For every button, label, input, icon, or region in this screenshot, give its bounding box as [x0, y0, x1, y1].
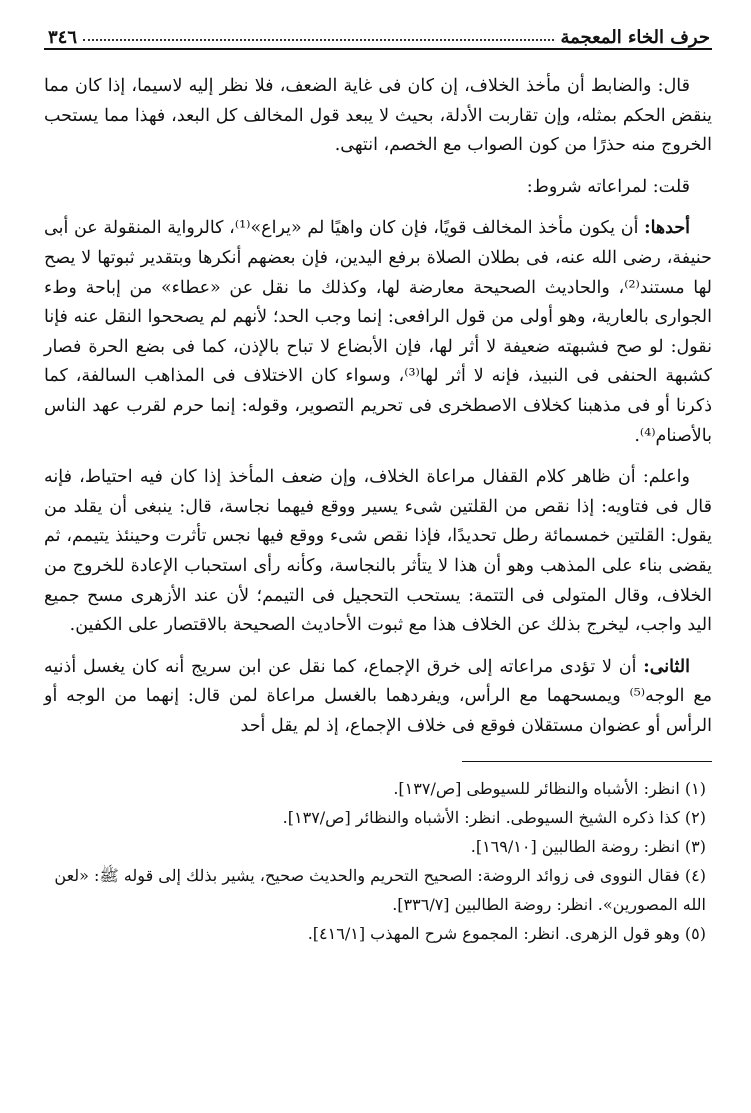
paragraph: [44, 214, 712, 451]
footnote: (٣) انظر: روضة الطالبين [١٦٩/١٠].: [470, 837, 706, 857]
paragraph: [44, 173, 712, 203]
paragraph-lead: أحدها:: [644, 218, 690, 239]
paragraph: [44, 653, 712, 742]
paragraph: [44, 463, 712, 641]
paragraph-lead: الثانى:: [643, 656, 690, 677]
paragraph-text: أن يكون مأخذ المخالف قويًا، فإن كان واهيًا لم «يراع»⁽¹⁾، كالرواية المنقولة عن أبى حنيفة، رضى الله عنه، فى بطلان الصلاة برفع اليدين، فإن بعضهم أنكرها وبتقدير ثبوتها لا يصح لها مستند⁽²⁾، والحاديث الصحيحة معارضة لها، وكذلك ما نقل عن «عطاء» من إباحة وطء الجوارى بالعارية، وهو أولى من قول الرافعى: إنما وجب الحد؛ لأنهم لم يصححوا النقل عنه فإنا نقول: لو صح فشبهته ضعيفة لا أثر لها، فإن الأبضاع لا تباح بالإذن، كما فى بضع الحرة فصار كشبهة الحنفى فى النبيذ، فإنه لا أثر لها⁽³⁾، وسواء كان الاختلاف فى المذاهب السالفة، كما ذكرنا أو فى مذهبنا كخلاف الاصطخرى فى تحريم التصوير، وقوله: إنما حرم لقرب عهد الناس بالأصنام⁽⁴⁾.: [44, 218, 713, 446]
footnote: (٢) كذا ذكره الشيخ السيوطى. انظر: الأشباه والنظائر [ص/١٣٧].: [282, 808, 706, 828]
footnote: (٥) وهو قول الزهرى. انظر: المجموع شرح المهذب [٤١٦/١].: [307, 924, 706, 944]
footnote: (١) انظر: الأشباه والنظائر للسيوطى [ص/١٣٧].: [393, 779, 706, 799]
running-header: [44, 14, 712, 50]
footnote-separator: [462, 761, 712, 762]
book-page: [44, 14, 712, 1104]
footnote: (٤) فقال النووى فى زوائد الروضة: الصحيح التحريم والحديث صحيح، يشير بذلك إلى قوله ﷺ: «لعن الله المصورين». انظر: روضة الطالبين [٣٣٦/٧].: [54, 866, 706, 915]
main-text: [44, 72, 712, 741]
paragraph-text: قال: والضابط أن مأخذ الخلاف، إن كان فى غاية الضعف، فلا نظر إليه لاسيما، إذا كان مما ينقض الحكم بمثله، وإن تقاربت الأدلة، بحيث لا يبعد قول المخالف كل البعد، فهذا مما يستحب الخروج منه حذرًا من كون الصواب مع الخصم، انتهى.: [44, 76, 712, 156]
paragraph-text: قلت: لمراعاته شروط:: [526, 176, 690, 197]
paragraph: [44, 72, 712, 161]
footnotes: [44, 774, 712, 948]
paragraph-text: أن لا تؤدى مراعاته إلى خرق الإجماع، كما نقل عن ابن سريج أنه كان يغسل أذنيه مع الوجه⁽⁵⁾ ويمسحهما مع الرأس، ويفردهما بالغسل مراعاة لمن قال: إنهما من الوجه أو الرأس أو عضوان مستقلان فوقع فى خلاف الإجماع، إذ لم يقل أحد: [44, 656, 713, 736]
chapter-title: حرف الخاء المعجمة: [560, 27, 710, 48]
page-number: ٣٤٦: [48, 27, 78, 48]
header-dot-leader: [83, 39, 554, 41]
paragraph-text: واعلم: أن ظاهر كلام القفال مراعاة الخلاف، وإن ضعف المأخذ إذا كان فيه احتياط، فإنه قال فى فتاويه: إذا نقص من القلتين شىء يسير ووقع فيهما نجاسة، قال: ينبغى أن يقلد من يقول: القلتين خمسمائة رطل تحديدًا، فإذا نقص شىء ووقع فيها نجس تأثرت وحينئذ يتيمم، ثم يقضى بناء على المذهب وهو أن هذا لا يتأثر بالنجاسة، وكأنه رأى استحباب الإعادة للخروج من الخلاف، وقال المتولى فى التتمة: يستحب التحجيل فى التيمم؛ لأن عند الأزهرى مسح جميع اليد واجب، ليخرج بذلك عن الخلاف هذا مع ثبوت الأحاديث الصحيحة بالاقتصار على الكفين.: [44, 467, 712, 636]
